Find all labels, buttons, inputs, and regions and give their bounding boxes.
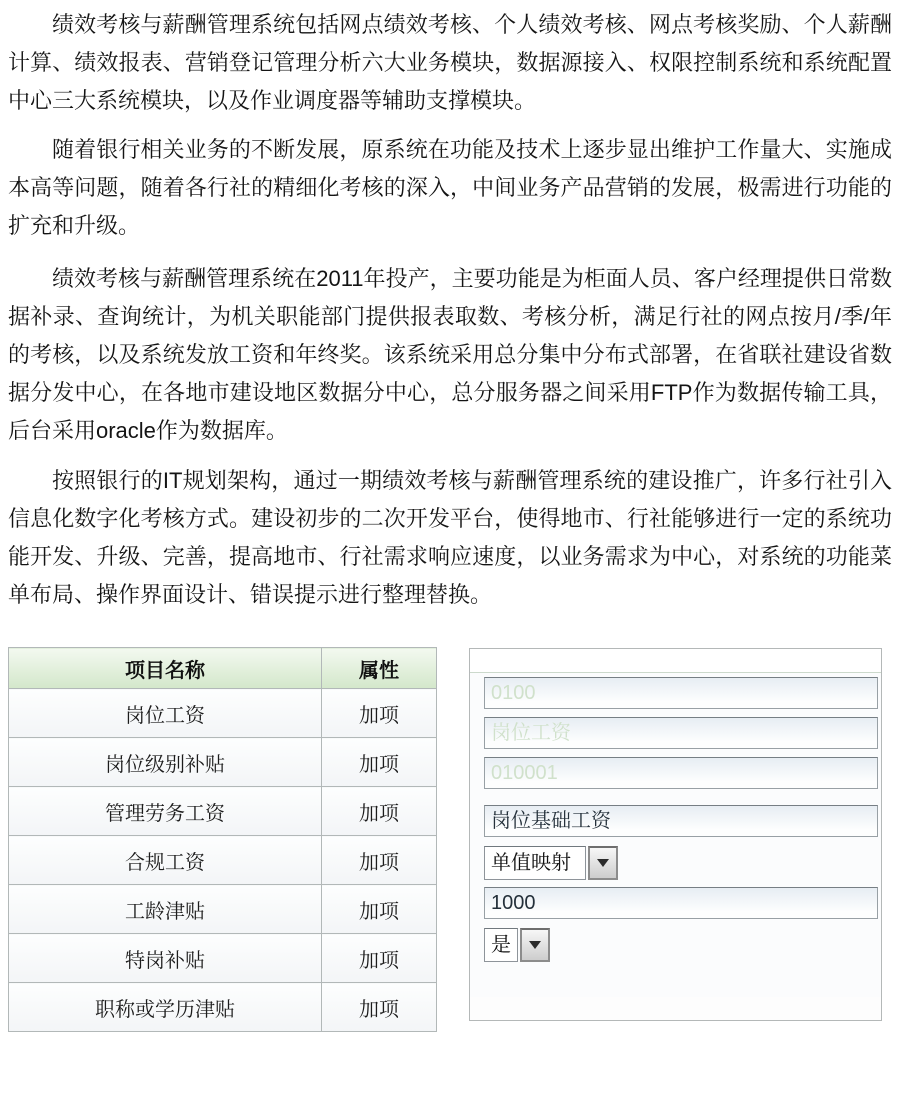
chevron-down-icon — [529, 941, 541, 949]
item-attr-cell: 加项 — [322, 885, 437, 934]
item-subcode-field[interactable]: 010001 — [484, 757, 878, 789]
item-attr-cell: 加项 — [322, 836, 437, 885]
table-row — [9, 934, 437, 983]
item-name-cell: 岗位级别补贴 — [9, 738, 322, 787]
item-name-cell: 职称或学历津贴 — [9, 983, 322, 1032]
base-salary-name-field[interactable]: 岗位基础工资 — [484, 805, 878, 837]
chevron-down-icon — [597, 859, 609, 867]
item-attr-cell: 加项 — [322, 787, 437, 836]
table-row — [9, 738, 437, 787]
panel-header — [470, 649, 881, 673]
item-detail-panel — [469, 648, 882, 1021]
flag-select[interactable] — [484, 928, 881, 962]
dropdown-arrow-button[interactable] — [588, 846, 618, 880]
table-row — [9, 885, 437, 934]
table-header-row — [9, 648, 437, 689]
item-attr-cell: 加项 — [322, 934, 437, 983]
item-name-cell: 岗位工资 — [9, 689, 322, 738]
item-name-cell: 工龄津贴 — [9, 885, 322, 934]
dropdown-arrow-button[interactable] — [520, 928, 550, 962]
document-body — [8, 6, 892, 625]
item-attr-cell: 加项 — [322, 738, 437, 787]
amount-field[interactable]: 1000 — [484, 887, 878, 919]
item-name-cell: 特岗补贴 — [9, 934, 322, 983]
table-row — [9, 689, 437, 738]
mapping-type-value: 单值映射 — [484, 846, 586, 880]
paragraph-system-history: 绩效考核与薪酬管理系统在2011年投产，主要功能是为柜面人员、客户经理提供日常数据补录、查询统计，为机关职能部门提供报表取数、考核分析，满足行社的网点按月/季/年的考核，以及系统发放工资和年终奖。该系统采用总分集中分布式部署，在省联社建设省数据分发中心，在各地市建设地区数据分中心，总分服务器之间采用FTP作为数据传输工具，后台采用oracle作为数据库。 — [8, 266, 892, 443]
paragraph-modules: 绩效考核与薪酬管理系统包括网点绩效考核、个人绩效考核、网点考核奖励、个人薪酬计算、绩效报表、营销登记管理分析六大业务模块，数据源接入、权限控制系统和系统配置中心三大系统模块，以及作业调度器等辅助支撑模块。 — [8, 12, 892, 113]
item-code-field[interactable]: 0100 — [484, 677, 878, 709]
paragraph-it-plan: 按照银行的IT规划架构，通过一期绩效考核与薪酬管理系统的建设推广，许多行社引入信息化数字化考核方式。建设初步的二次开发平台，使得地市、行社能够进行一定的系统功能开发、升级、完善，提高地市、行社需求响应速度，以业务需求为中心，对系统的功能菜单布局、操作界面设计、错误提示进行整理替换。 — [8, 468, 892, 607]
salary-items-table — [8, 647, 437, 1032]
table-row — [9, 836, 437, 885]
item-name-field[interactable]: 岗位工资 — [484, 717, 878, 749]
item-attr-cell: 加项 — [322, 983, 437, 1032]
mapping-type-select[interactable] — [484, 846, 881, 880]
flag-value: 是 — [484, 928, 518, 962]
table-row — [9, 983, 437, 1032]
paragraph-upgrade-need: 随着银行相关业务的不断发展，原系统在功能及技术上逐步显出维护工作量大、实施成本高等问题，随着各行社的精细化考核的深入，中间业务产品营销的发展，极需进行功能的扩充和升级。 — [8, 137, 892, 238]
panel-body — [470, 673, 881, 997]
item-attr-cell: 加项 — [322, 689, 437, 738]
column-header-item-name: 项目名称 — [9, 648, 322, 689]
column-header-attribute: 属性 — [322, 648, 437, 689]
item-name-cell: 管理劳务工资 — [9, 787, 322, 836]
item-name-cell: 合规工资 — [9, 836, 322, 885]
table-row — [9, 787, 437, 836]
